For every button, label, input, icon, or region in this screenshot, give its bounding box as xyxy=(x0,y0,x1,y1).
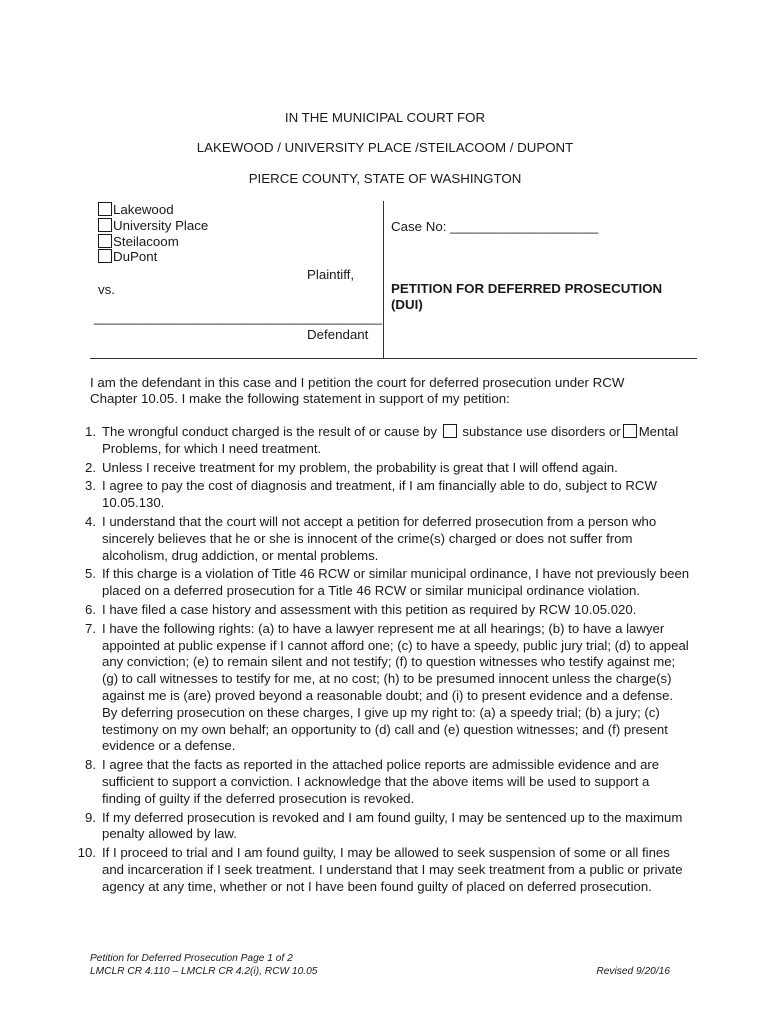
item-number: 9. xyxy=(85,809,96,825)
vs-label: vs. xyxy=(98,282,115,297)
item-number: 6. xyxy=(85,601,96,617)
item-text: I understand that the court will not accept a petition for deferred prosecution from a person who sincerely believes that he or she is innocent of the crime(s) charged or does not suffer from alcoholism, drug addiction, or mental problems. xyxy=(102,513,657,563)
intro-line1: I am the defendant in this case and I petition the court for deferred prosecution under RCW xyxy=(90,375,625,390)
document-title: PETITION FOR DEFERRED PROSECUTION xyxy=(391,281,663,296)
footer-page-label: Petition for Deferred Prosecution Page 1 of 2 xyxy=(90,953,293,964)
intro-line2: Chapter 10.05. I make the following statement in support of my petition: xyxy=(90,391,510,406)
item-number: 1. xyxy=(85,424,96,439)
defendant-name-line[interactable]: ________________________________________ xyxy=(94,310,382,325)
item-text-pre: The wrongful conduct charged is the result of or cause by xyxy=(102,424,437,439)
item-text: If this charge is a violation of Title 46 RCW or similar municipal ordinance, I have not previously been placed on a deferred prosecution for a Title 46 RCW or similar municipal ordinance violation. xyxy=(102,566,690,599)
caption-divider-horizontal xyxy=(90,358,697,359)
item-text: Unless I receive treatment for my problem, the probability is great that I will offend again. xyxy=(102,459,618,475)
checkbox-university-place[interactable] xyxy=(98,218,112,232)
item-number: 5. xyxy=(85,566,96,582)
court-option-label: Lakewood xyxy=(113,202,174,217)
statement-item xyxy=(70,566,690,600)
court-option-label: DuPont xyxy=(113,249,158,264)
court-option-university-place[interactable] xyxy=(98,218,208,234)
checkbox-lakewood[interactable] xyxy=(98,202,112,216)
defendant-label: Defendant xyxy=(307,327,369,342)
item-number: 2. xyxy=(85,459,96,475)
option-mental-problems-label: Mental Problems, for which I need treatment. xyxy=(102,424,679,456)
statement-item xyxy=(70,514,690,564)
item-text: I agree to pay the cost of diagnosis and treatment, if I am financially able to do, subject to RCW 10.05.130. xyxy=(102,478,657,511)
court-option-steilacoom[interactable] xyxy=(98,234,179,250)
statement-item xyxy=(70,810,690,844)
court-option-label: University Place xyxy=(113,218,209,233)
footer-rule-reference: LMCLR CR 4.110 – LMCLR CR 4.2(i), RCW 10.05 xyxy=(90,966,318,977)
checkbox-dupont[interactable] xyxy=(98,249,112,263)
court-option-label: Steilacoom xyxy=(113,234,179,249)
item-text: If I proceed to trial and I am found guilty, I may be allowed to seek suspension of some or all fines and incarceration if I seek treatment. I understand that I may seek treatment from a public or private agency at any time, whether or not I have been found guilty of placed on deferred prosecution. xyxy=(102,845,683,894)
statement-item xyxy=(70,757,690,807)
item-number: 7. xyxy=(85,620,96,636)
document-subtitle: (DUI) xyxy=(391,297,423,312)
court-option-lakewood[interactable] xyxy=(98,202,174,218)
statement-item xyxy=(70,602,690,619)
item-text: I agree that the facts as reported in the attached police reports are admissible evidence and are sufficient to support a conviction. I acknowledge that the above items will be used to support a finding of guilty if the deferred prosecution is revoked. xyxy=(102,757,660,806)
checkbox-mental-problems[interactable] xyxy=(623,424,637,438)
caption-divider-vertical xyxy=(383,201,384,359)
plaintiff-label: Plaintiff, xyxy=(307,267,355,282)
item-number: 3. xyxy=(85,478,96,494)
option-substance-use-label: substance use disorders or xyxy=(462,424,621,439)
checkbox-substance-use[interactable] xyxy=(443,424,457,438)
court-heading-line2: LAKEWOOD / UNIVERSITY PLACE /STEILACOOM / DUPONT xyxy=(196,140,574,155)
statement-item xyxy=(70,621,690,755)
petition-statements xyxy=(70,424,690,896)
court-option-dupont[interactable] xyxy=(98,249,157,265)
court-heading-line3: PIERCE COUNTY, STATE OF WASHINGTON xyxy=(248,171,522,186)
statement-item xyxy=(70,424,690,458)
checkbox-steilacoom[interactable] xyxy=(98,234,112,248)
item-number: 10. xyxy=(77,845,96,861)
item-text: If my deferred prosecution is revoked and I am found guilty, I may be sentenced up to the maximum penalty allowed by law. xyxy=(102,809,683,842)
item-text: I have filed a case history and assessment with this petition as required by RCW 10.05.020. xyxy=(102,601,637,617)
statement-item xyxy=(70,845,690,895)
item-number: 4. xyxy=(85,513,96,529)
court-heading-line1: IN THE MUNICIPAL COURT FOR xyxy=(284,110,486,125)
item-text: I have the following rights: (a) to have a lawyer represent me at all hearings; (b) to have a lawyer appointed at public expense if I cannot afford one; (c) to have a speedy, public jury trial; (d) to appeal any conviction; (e) to remain silent and not testify; (f) to question witnesses who testify against me; (g) to call witnesses to testify for me, at no cost; (h) to be presumed innocent unless the charge(s) against me is (are) proved beyond a reasonable doubt; and (i) to present evidence and a defense. By deferring prosecution on these charges, I give up my right to: (a) a speedy trial; (b) a jury; (c) testimony on my own behalf; an opportunity to (d) call and (e) question witnesses; and (f) present evidence or a defense. xyxy=(102,620,689,754)
footer-revised-date: Revised 9/20/16 xyxy=(596,966,670,977)
item-number: 8. xyxy=(85,757,96,773)
statement-item xyxy=(70,460,690,477)
case-number-field[interactable]: Case No: ____________________ xyxy=(391,219,599,234)
statement-item xyxy=(70,478,690,512)
